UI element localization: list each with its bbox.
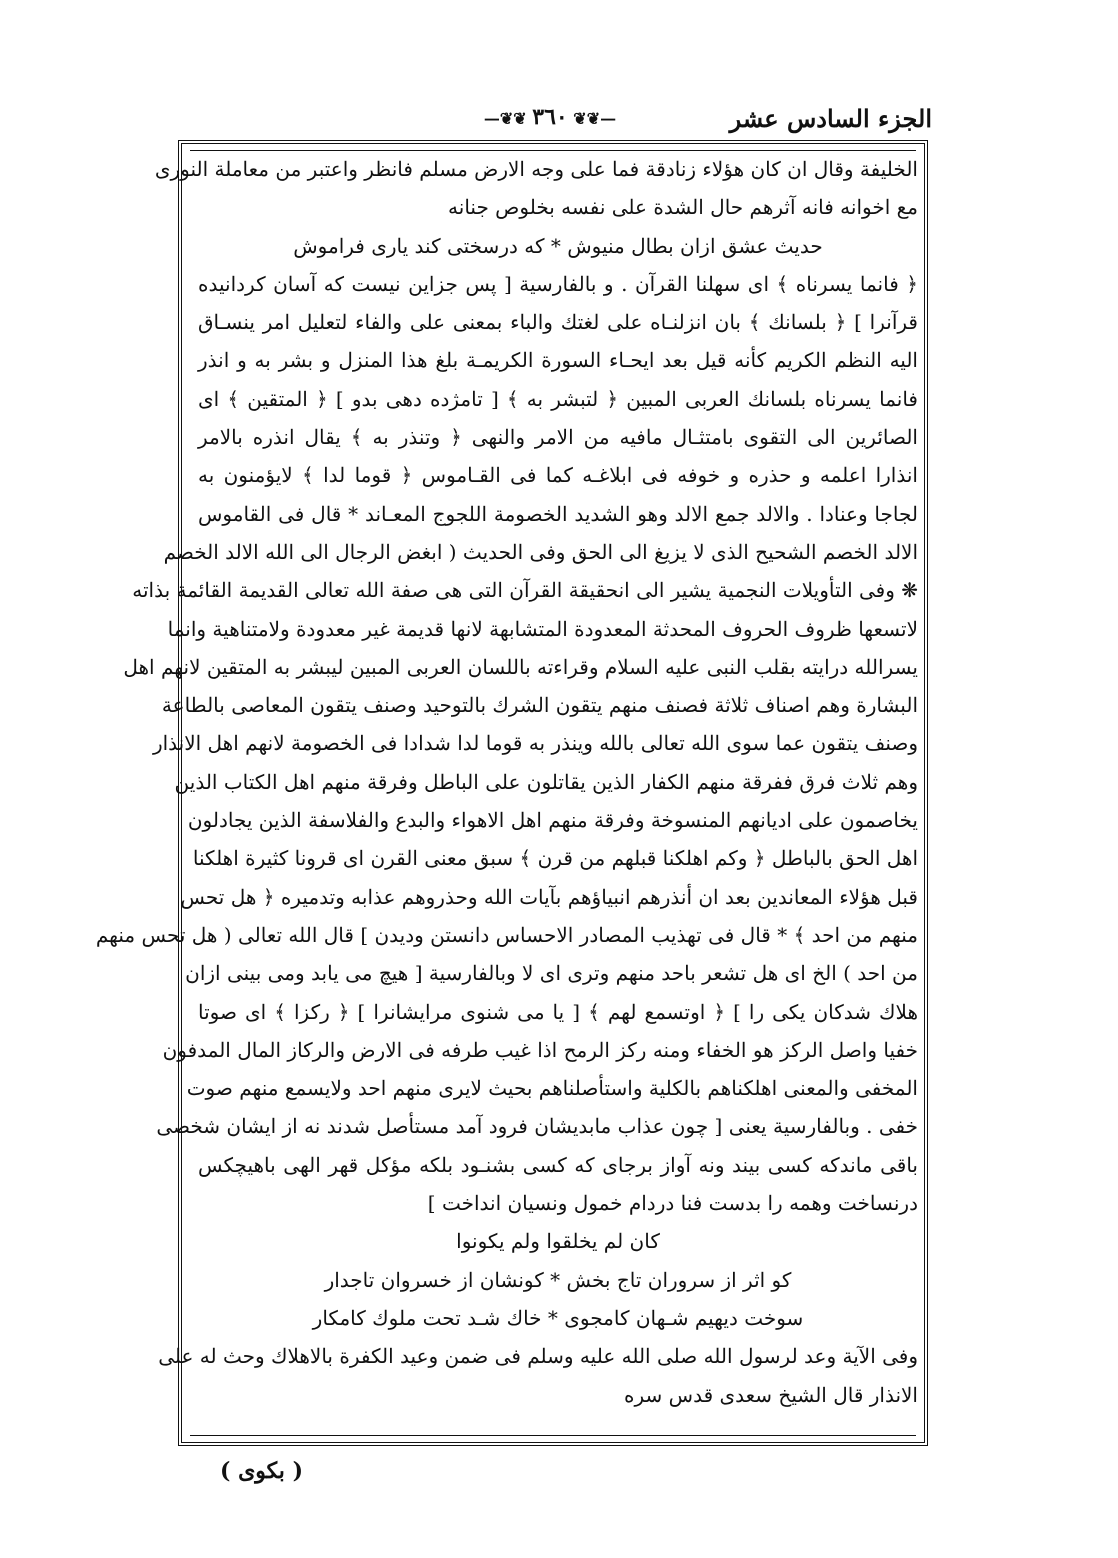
text-line: البشارة وهم اصناف ثلاثة فصنف منهم يتقون الشرك بالتوحيد وصنف يتقون المعاصى بالطاعة [161, 693, 918, 718]
text-line: خفى . وبالفارسية يعنى [ چون عذاب مابديشان فرود آمد مستأصل شدند نه از ايشان شخصى [156, 1114, 918, 1139]
text-line: الخليفة وقال ان كان هؤلاء زنادقة فما على وجه الارض مسلم فانظر واعتبر من معاملة النورى [154, 157, 918, 181]
text-line: من احد ) الخ اى هل تشعر باحد منهم وترى اى لا وبالفارسية [ هيچ مى يابد ومى بينى ازان [185, 961, 918, 986]
text-line: درنساخت وهمه را بدست فنا دردام خمول ونسيان انداخت ] [427, 1191, 918, 1216]
text-line: قرآنرا ] ﴿ بلسانك ﴾ بان انزلنـاه على لغتك والباء بمعنى على والفاء لتعليل امر ينسـاق [198, 310, 918, 335]
text-line: الانذار قال الشيخ سعدى قدس سره [624, 1382, 918, 1407]
text-line: منهم من احد ﴾ * قال فى تهذيب المصادر الاحساس دانستن وديدن ] قال الله تعالى ( هل تحس منهم [95, 922, 918, 947]
text-line: قبل هؤلاء المعاندين بعد ان أنذرهم انبياؤهم بآيات الله وحذروهم عذابه وتدميره ﴿ هل تحس [180, 884, 918, 909]
text-line: المخفى والمعنى اهلكناهم بالكلية واستأصلناهم بحيث لايرى منهم احد ولايسمع منهم صوت [186, 1076, 918, 1101]
text-line: لاتسعها ظروف الحروف المحدثة المعدودة المتشابهة لانها قديمة غير معدودة ولامتناهية وانما [167, 616, 918, 641]
verse-line: كو اثر از سروران تاج بخش * كونشان از خسروان تاجدار [324, 1267, 792, 1292]
text-line: وهم ثلاث فرق ففرقة منهم الكفار الذين يقاتلون على الباطل وفرقة منهم اهل الكتاب الذين [174, 769, 918, 794]
text-line: يخاصمون على اديانهم المنسوخة وفرقة منهم اهل الاهواء والبدع والفلاسفة الذين يجادلون [187, 808, 918, 833]
verse-line: حديث عشق ازان بطال منيوش * كه درسختى كند يارى فراموش [293, 233, 823, 258]
text-line: اليه النظم الكريم كأنه قيل بعد ايحـاء السورة الكريمـة بلغ هذا المنزل و بشر به و انذر [198, 348, 918, 373]
ornament-icon: —❦❦ [483, 109, 533, 128]
page-header [180, 104, 932, 144]
text-line: وصنف يتقون عما سوى الله تعالى بالله وينذر به قوما لدا شدادا فى الخصومة لانهم اهل الانذار [152, 731, 918, 756]
text-line: ❋ وفى التأويلات النجمية يشير الى انحقيقة القرآن التى هى صفة الله تعالى القديمة القائمة بذاته [132, 578, 918, 603]
ornament-icon: ❦❦— [567, 109, 617, 128]
text-line: لجاجا وعنادا . والالد جمع الالد وهو الشديد الخصومة اللجوج المعـاند * قال فى القاموس [198, 501, 918, 526]
text-line: الالد الخصم الشحيح الذى لا يزيغ الى الحق وفى الحديث ( ابغض الرجال الى الله الالد الخصم [163, 539, 918, 564]
text-line: يسرالله درايته بقلب النبى عليه السلام وقراءته باللسان العربى المبين ليبشر به المتقين لانهم اهل [123, 654, 918, 679]
page-number-block [450, 104, 650, 130]
text-line: الصائرين الى التقوى بامتثـال مافيه من الامر والنهى ﴿ وتنذر به ﴾ يقال انذره بالامر [198, 425, 918, 450]
text-line: اهل الحق بالباطل ﴿ وكم اهلكنا قبلهم من قرن ﴾ سبق معنى القرن اى قرونا كثيرة اهلكنا [192, 846, 918, 871]
verse-line: سوخت ديهيم شـهان كامجوى * خاك شـد تحت ملوك كامكار [312, 1305, 804, 1330]
text-body [95, 150, 918, 1435]
text-line: وفى الآية وعد لرسول الله صلى الله عليه وسلم فى ضمن وعيد الكفرة بالاهلاك وحث له على [158, 1344, 918, 1369]
text-line: انذارا اعلمه و حذره و خوفه فى ابلاغـه كما فى القـاموس ﴿ قوما لدا ﴾ لايؤمنون به [198, 463, 918, 488]
text-line: باقى ماندكه كسى بيند ونه آواز برجاى كه كسى بشنـود بلكه مؤكل قهر الهى باهيچكس [198, 1152, 918, 1177]
text-line: خفيا واصل الركز هو الخفاء ومنه ركز الرمح اذا غيب طرفه فى الارض والركاز المال المدفون [162, 1037, 918, 1062]
catchword: ( بكوى ) [220, 1458, 303, 1484]
text-line: هلاك شدكان يكى را ] ﴿ اوتسمع لهم ﴾ [ يا مى شنوى مرايشانرا ] ﴿ ركزا ﴾ اى صوتا [198, 999, 918, 1024]
text-line: ﴿ فانما يسرناه ﴾ اى سهلنا القرآن . و بالفارسية [ پس جزاين نيست كه آسان كردانيده [198, 271, 918, 296]
part-label: الجزء السادس عشر [729, 104, 932, 133]
text-line: مع اخوانه فانه آثرهم حال الشدة على نفسه بخلوص جنانه [448, 195, 918, 220]
text-line: فانما يسرناه بلسانك العربى المبين ﴿ لتبشر به ﴾ [ تامژده دهى بدو ] ﴿ المتقين ﴾ اى [198, 386, 918, 411]
verse-line: كان لم يخلقوا ولم يكونوا [456, 1229, 660, 1254]
page-number: ٣٦٠ [532, 104, 568, 130]
